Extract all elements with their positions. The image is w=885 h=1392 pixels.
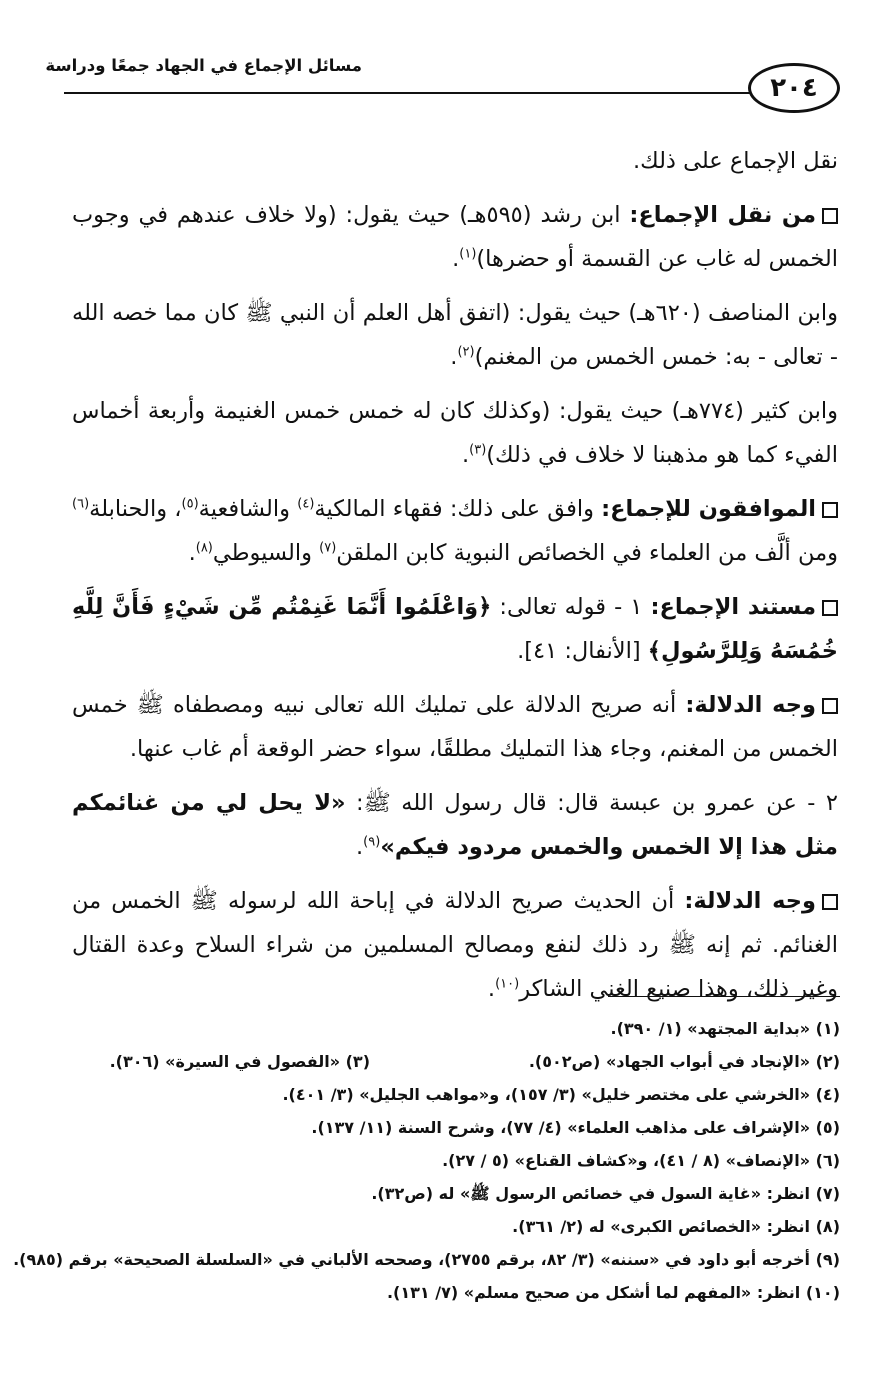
paragraph-5: الموافقون للإجماع: وافق على ذلك: فقهاء المالكية$^{(٤)}$ والشافعية$^{(٥)}$، والحنابلة$^{(٦)}$ ومن ألَّف من العلماء في الخصائص النبوية كابن الملقن$^{(٧)}$ والسيوطي$^{(٨)}$. (72, 496, 838, 566)
footnote-ref: (٢) (457, 344, 475, 360)
footnote-ref: (٤) (297, 496, 315, 512)
footnote-ref: (٣) (469, 442, 487, 458)
section-label: مستند الإجماع: (650, 594, 817, 620)
running-title: مسائل الإجماع في الجهاد جمعًا ودراسة (45, 56, 362, 75)
footnote: (١٠) انظر: «المفهم لما أشكل من صحيح مسلم» (٧/ ١٣١). (386, 1283, 840, 1302)
footnote-line (60, 1111, 840, 1144)
footnote: (٤) «الخرشي على مختصر خليل» (٣/ ١٥٧)، و«مواهب الجليل» (٣/ ٤٠١). (282, 1085, 840, 1104)
footnote-ref: (١٠) (495, 976, 520, 992)
square-bullet-icon (822, 698, 838, 714)
footnote: (٦) «الإنصاف» (٨ / ٤١)، و«كشاف القناع» (٥ / ٢٧). (442, 1151, 840, 1170)
footnote: (١) «بداية المجتهد» (١/ ٣٩٠). (610, 1019, 840, 1038)
footnote: (٣) «الفصول في السيرة» (٣٠٦). (109, 1052, 370, 1071)
paragraph-4: وابن كثير (٧٧٤هـ) حيث يقول: (وكذلك كان له خمس خمس الغنيمة وأربعة أخماس الفيء كما هو مذهبنا لا خلاف في ذلك)$^{(٣)}$. (72, 398, 839, 468)
quran-verse: ﴿وَاعْلَمُوا أَنَّمَا غَنِمْتُم مِّن شَيْءٍ فَأَنَّ لِلَّهِ خُمُسَهُ وَلِلرَّسُولِ﴾ (72, 594, 838, 664)
verse-source: [الأنفال: ٤١]. (517, 638, 648, 664)
footnote-line (60, 1276, 840, 1309)
footnote-ref: (٦) (72, 496, 90, 512)
footnote-ref: (٨) (195, 540, 213, 556)
footnotes (13, 1012, 840, 1309)
footnote: (٥) «الإشراف على مذاهب العلماء» (٤/ ٧٧)، وشرح السنة (١١/ ١٣٧). (311, 1118, 840, 1137)
section-label: وجه الدلالة: (684, 888, 816, 914)
paragraph-7: وجه الدلالة: أنه صريح الدلالة على تمليك الله تعالى نبيه ومصطفاه ﷺ خمس الخمس من المغنم، وجاء هذا التمليك مطلقًا، سواء حضر الوقعة أم غاب عنها. (72, 692, 838, 762)
square-bullet-icon (822, 894, 838, 910)
footnote: (٢) «الإنجاد في أبواب الجهاد» (ص٥٠٢). (528, 1052, 840, 1071)
footnote-rule (608, 996, 840, 997)
footnote-ref: (٧) (319, 540, 337, 556)
paragraph-1: نقل الإجماع على ذلك. (632, 148, 838, 174)
paragraph-3: وابن المناصف (٦٢٠هـ) حيث يقول: (اتفق أهل العلم أن النبي ﷺ كان مما خصه الله - تعالى - به: خمس الخمس من المغنم)$^{(٢)}$. (72, 300, 839, 370)
paragraph-2: من نقل الإجماع: ابن رشد (٥٩٥هـ) حيث يقول: (ولا خلاف عندهم في وجوب الخمس له غاب عن القسمة أو حضرها)$^{(١)}$. (72, 202, 838, 272)
footnote-ref: (١) (459, 246, 477, 262)
paragraph-9: وجه الدلالة: أن الحديث صريح الدلالة في إباحة الله لرسوله ﷺ الخمس من الغنائم. ثم إنه ﷺ رد ذلك لنفع ومصالح المسلمين من شراء السلاح وعدة القتال وغير ذلك، وهذا صنيع الغني الشاكر$^{(١٠)}$. (72, 888, 838, 1002)
section-label: الموافقون للإجماع: (601, 496, 816, 522)
footnote: (٩) أخرجه أبو داود في «سننه» (٣/ ٨٢، برقم ٢٧٥٥)، وصححه الألباني في «السلسلة الصحيحة» برقم (٩٨٥). (13, 1250, 840, 1269)
footnote-line (60, 1144, 840, 1177)
page-number-oval (748, 63, 840, 113)
footnote-line (60, 1012, 840, 1045)
footnote-line (60, 1045, 840, 1078)
body-text (72, 139, 838, 1011)
paragraph-8: ٢ - عن عمرو بن عبسة قال: قال رسول الله ﷺ: «لا يحل لي من غنائمكم مثل هذا إلا الخمس والخمس مردود فيكم»$^{(٩)}$. (72, 790, 838, 860)
header-rule (64, 92, 770, 94)
footnote-line (60, 1078, 840, 1111)
section-label: من نقل الإجماع: (629, 202, 817, 228)
footnote-ref: (٥) (181, 496, 199, 512)
page-number: ٢٠٤ (770, 73, 818, 103)
square-bullet-icon (822, 208, 838, 224)
footnote-line (60, 1177, 840, 1210)
square-bullet-icon (822, 502, 838, 518)
square-bullet-icon (822, 600, 838, 616)
hadith-text: «لا يحل لي من غنائمكم مثل هذا إلا الخمس والخمس مردود فيكم» (72, 790, 838, 860)
footnote-line (60, 1210, 840, 1243)
footnote: (٨) انظر: «الخصائص الكبرى» له (٢/ ٣٦١). (512, 1217, 840, 1236)
section-label: وجه الدلالة: (685, 692, 816, 718)
footnote: (٧) انظر: «غاية السول في خصائص الرسول ﷺ» له (ص٣٢). (371, 1184, 840, 1203)
footnote-line (13, 1243, 840, 1276)
paragraph-6: مستند الإجماع: ١ - قوله تعالى: ﴿وَاعْلَمُوا أَنَّمَا غَنِمْتُم مِّن شَيْءٍ فَأَنَّ لِلَّهِ خُمُسَهُ وَلِلرَّسُولِ﴾ [الأنفال: ٤١]. (72, 594, 838, 664)
footnote-ref: (٩) (363, 834, 381, 850)
